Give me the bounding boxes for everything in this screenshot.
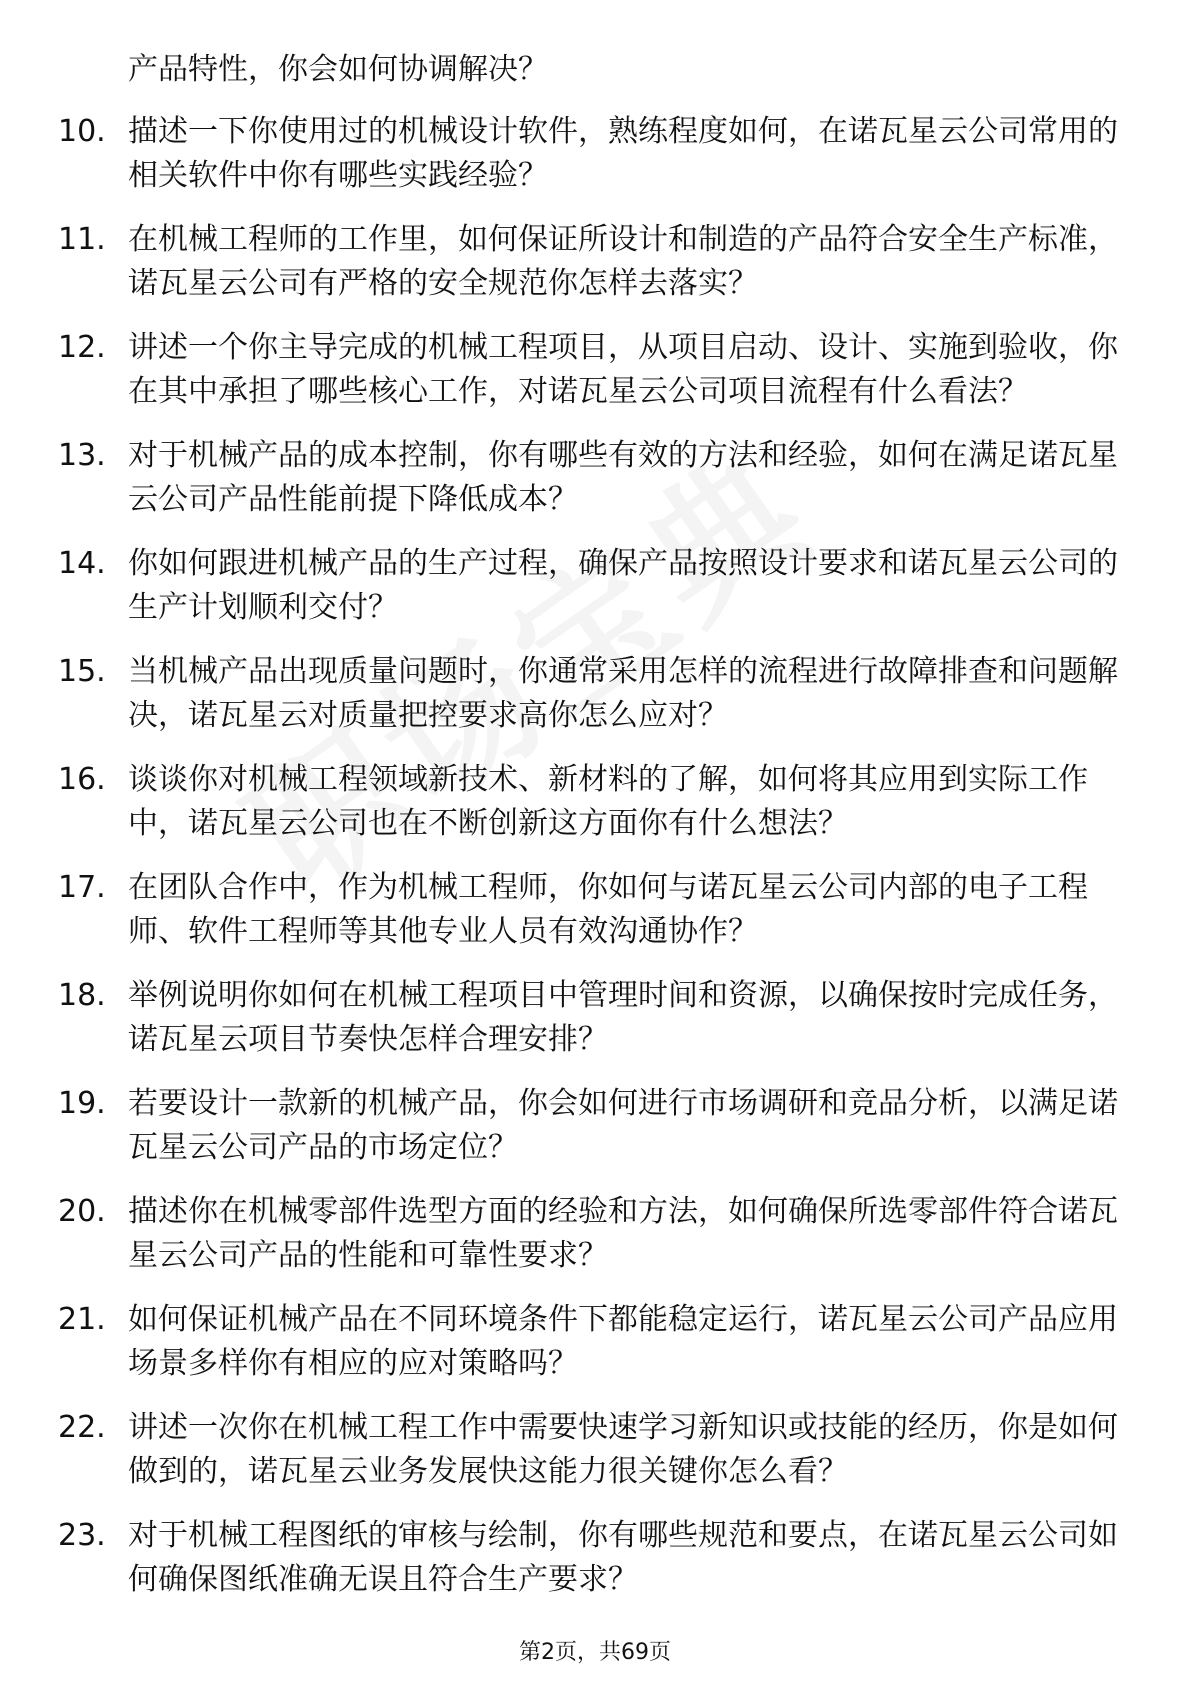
question-item (58, 1514, 1118, 1602)
question-text: 在团队合作中，作为机械工程师，你如何与诺瓦星云公司内部的电子工程师、软件工程师等其他专业人员有效沟通协作？ (128, 870, 1088, 949)
question-list (58, 110, 1118, 1622)
question-number: 13. (58, 438, 106, 473)
question-item (58, 218, 1118, 306)
question-number: 16. (58, 762, 106, 797)
question-number: 11. (58, 222, 106, 257)
question-number: 21. (58, 1302, 106, 1337)
question-item (58, 434, 1118, 522)
question-item (58, 1082, 1118, 1170)
question-text: 对于机械产品的成本控制，你有哪些有效的方法和经验，如何在满足诺瓦星云公司产品性能前提下降低成本？ (128, 438, 1118, 517)
continued-question-text: 产品特性，你会如何协调解决？ (128, 52, 548, 87)
question-text: 谈谈你对机械工程领域新技术、新材料的了解，如何将其应用到实际工作中，诺瓦星云公司也在不断创新这方面你有什么想法？ (128, 762, 1088, 841)
question-number: 15. (58, 654, 106, 689)
question-item (58, 110, 1118, 198)
question-item (58, 1406, 1118, 1494)
question-text: 你如何跟进机械产品的生产过程，确保产品按照设计要求和诺瓦星云公司的生产计划顺利交付？ (128, 546, 1118, 625)
question-text: 举例说明你如何在机械工程项目中管理时间和资源，以确保按时完成任务，诺瓦星云项目节奏快怎样合理安排？ (128, 978, 1118, 1057)
question-number: 12. (58, 330, 106, 365)
question-text: 当机械产品出现质量问题时，你通常采用怎样的流程进行故障排查和问题解决，诺瓦星云对质量把控要求高你怎么应对？ (128, 654, 1118, 733)
question-number: 22. (58, 1410, 106, 1445)
question-number: 20. (58, 1194, 106, 1229)
question-text: 描述一下你使用过的机械设计软件，熟练程度如何，在诺瓦星云公司常用的相关软件中你有哪些实践经验？ (128, 114, 1118, 193)
question-item (58, 1190, 1118, 1278)
question-text: 讲述一个你主导完成的机械工程项目，从项目启动、设计、实施到验收，你在其中承担了哪些核心工作，对诺瓦星云公司项目流程有什么看法？ (128, 330, 1118, 409)
question-number: 10. (58, 114, 106, 149)
question-item (58, 326, 1118, 414)
question-item (58, 542, 1118, 630)
question-text: 描述你在机械零部件选型方面的经验和方法，如何确保所选零部件符合诺瓦星云公司产品的性能和可靠性要求？ (128, 1194, 1118, 1273)
question-number: 14. (58, 546, 106, 581)
question-number: 23. (58, 1518, 106, 1553)
question-text: 如何保证机械产品在不同环境条件下都能稳定运行，诺瓦星云公司产品应用场景多样你有相应的应对策略吗？ (128, 1302, 1118, 1381)
page-footer: 第2页，共69页 (519, 1640, 671, 1665)
question-item (58, 1298, 1118, 1386)
question-number: 17. (58, 870, 106, 905)
question-item (58, 758, 1118, 846)
question-number: 18. (58, 978, 106, 1013)
question-text: 对于机械工程图纸的审核与绘制，你有哪些规范和要点，在诺瓦星云公司如何确保图纸准确无误且符合生产要求？ (128, 1518, 1118, 1597)
question-item (58, 866, 1118, 954)
question-item (58, 650, 1118, 738)
question-number: 19. (58, 1086, 106, 1121)
question-item (58, 974, 1118, 1062)
question-text: 讲述一次你在机械工程工作中需要快速学习新知识或技能的经历，你是如何做到的，诺瓦星云业务发展快这能力很关键你怎么看？ (128, 1410, 1118, 1489)
question-text: 在机械工程师的工作里，如何保证所设计和制造的产品符合安全生产标准，诺瓦星云公司有严格的安全规范你怎样去落实？ (128, 222, 1118, 301)
question-text: 若要设计一款新的机械产品，你会如何进行市场调研和竞品分析，以满足诺瓦星云公司产品的市场定位？ (128, 1086, 1118, 1165)
